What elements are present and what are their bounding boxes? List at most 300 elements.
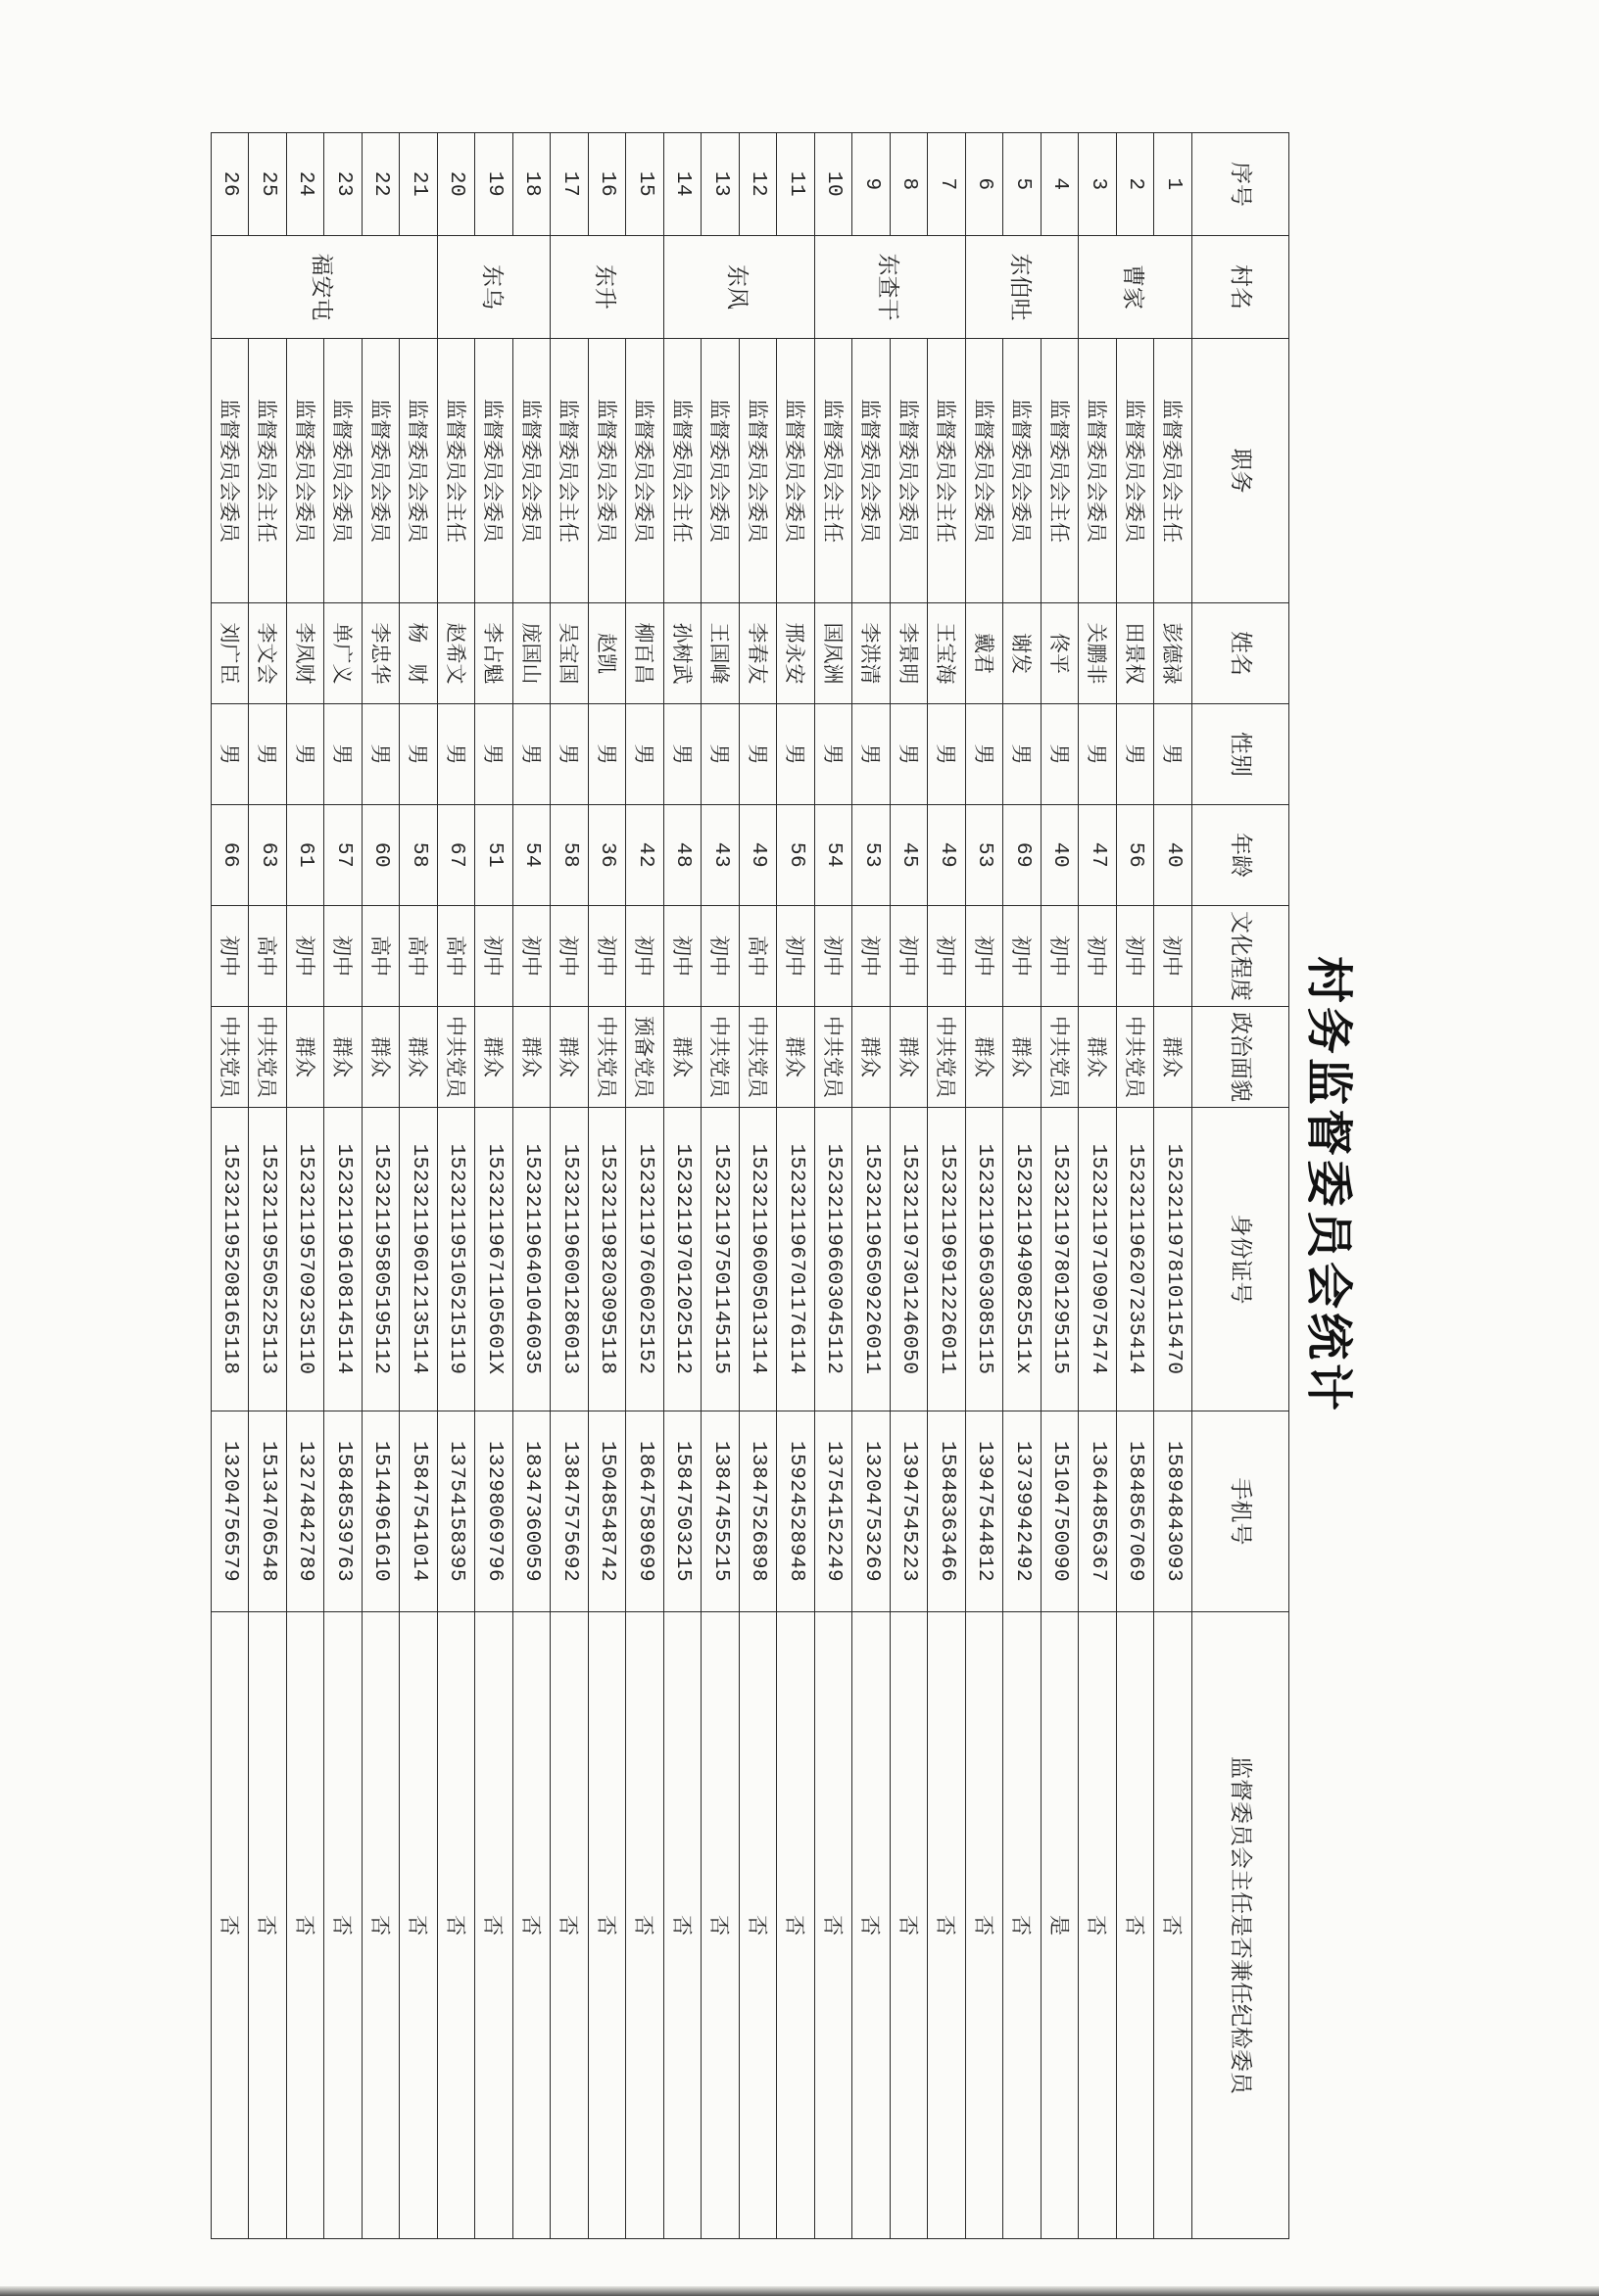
cell-index: 10 [815, 133, 853, 236]
cell-age: 36 [589, 805, 627, 906]
cell-phone: 15134706548 [249, 1411, 287, 1612]
cell-position: 监督委员会主任 [1154, 339, 1192, 603]
cell-index: 12 [740, 133, 778, 236]
table-row [966, 133, 1004, 2239]
col-header-phone: 手机号 [1192, 1411, 1289, 1612]
cell-index: 26 [212, 133, 250, 236]
cell-political-status: 中共党员 [438, 1007, 476, 1108]
cell-id-number: 152321196108145114 [324, 1108, 363, 1411]
col-header-village: 村名 [1192, 236, 1289, 339]
cell-gender: 男 [438, 704, 476, 805]
cell-political-status: 中共党员 [249, 1007, 287, 1108]
cell-phone: 18647589699 [626, 1411, 664, 1612]
cell-name: 国凤洲 [815, 603, 853, 704]
cell-political-status: 群众 [777, 1007, 815, 1108]
cell-concurrent-discipline: 否 [664, 1612, 703, 2239]
cell-age: 49 [928, 805, 966, 906]
cell-name: 李洪清 [852, 603, 891, 704]
cell-phone: 13847575692 [551, 1411, 589, 1612]
table-row [1042, 133, 1080, 2239]
cell-name: 柳百昌 [626, 603, 664, 704]
cell-gender: 男 [1042, 704, 1080, 805]
cell-gender: 男 [324, 704, 363, 805]
cell-education: 高中 [400, 906, 438, 1007]
cell-concurrent-discipline: 否 [1003, 1612, 1042, 2239]
cell-phone: 13847526898 [740, 1411, 778, 1612]
cell-concurrent-discipline: 否 [740, 1612, 778, 2239]
cell-political-status: 群众 [891, 1007, 929, 1108]
cell-name: 关鹏非 [1079, 603, 1117, 704]
cell-concurrent-discipline: 否 [966, 1612, 1004, 2239]
cell-id-number: 152321195805195112 [363, 1108, 401, 1411]
cell-village: 东升 [551, 236, 664, 339]
cell-education: 初中 [212, 906, 250, 1007]
cell-gender: 男 [1154, 704, 1192, 805]
cell-index: 6 [966, 133, 1004, 236]
cell-position: 监督委员会委员 [1079, 339, 1117, 603]
cell-concurrent-discipline: 否 [287, 1612, 325, 2239]
cell-phone: 13754158395 [438, 1411, 476, 1612]
cell-gender: 男 [551, 704, 589, 805]
cell-index: 13 [702, 133, 740, 236]
cell-political-status: 群众 [363, 1007, 401, 1108]
cell-name: 戴君 [966, 603, 1004, 704]
cell-name: 单广义 [324, 603, 363, 704]
cell-political-status: 中共党员 [928, 1007, 966, 1108]
cell-phone: 13739942492 [1003, 1411, 1042, 1612]
cell-political-status: 群众 [966, 1007, 1004, 1108]
cell-phone: 15144961610 [363, 1411, 401, 1612]
cell-age: 47 [1079, 805, 1117, 906]
table-row [815, 133, 853, 2239]
cell-index: 3 [1079, 133, 1117, 236]
cell-political-status: 中共党员 [589, 1007, 627, 1108]
cell-education: 高中 [438, 906, 476, 1007]
cell-name: 佟平 [1042, 603, 1080, 704]
table-row [513, 133, 552, 2239]
cell-position: 监督委员会主任 [438, 339, 476, 603]
cell-position: 监督委员会委员 [287, 339, 325, 603]
col-header-concurrent-discipline: 监督委员会主任是否兼任纪检委员 [1192, 1612, 1289, 2239]
cell-concurrent-discipline: 否 [589, 1612, 627, 2239]
cell-phone: 18347360059 [513, 1411, 552, 1612]
cell-phone: 15847541014 [400, 1411, 438, 1612]
cell-name: 李占魁 [475, 603, 513, 704]
cell-education: 初中 [1079, 906, 1117, 1007]
cell-phone: 13644856367 [1079, 1411, 1117, 1612]
cell-id-number: 152321196701176114 [777, 1108, 815, 1411]
cell-age: 49 [740, 805, 778, 906]
table-row [438, 133, 476, 2239]
cell-age: 69 [1003, 805, 1042, 906]
cell-concurrent-discipline: 否 [363, 1612, 401, 2239]
cell-name: 彭德禄 [1154, 603, 1192, 704]
cell-index: 20 [438, 133, 476, 236]
cell-index: 21 [400, 133, 438, 236]
cell-id-number: 152321197109075474 [1079, 1108, 1117, 1411]
table-row [852, 133, 891, 2239]
document-title: 村务监督委员会统计 [1301, 955, 1356, 1414]
cell-index: 22 [363, 133, 401, 236]
col-header-name: 姓名 [1192, 603, 1289, 704]
cell-education: 初中 [551, 906, 589, 1007]
cell-age: 56 [1117, 805, 1155, 906]
cell-id-number: 152321196912226011 [928, 1108, 966, 1411]
cell-name: 田景权 [1117, 603, 1155, 704]
cell-education: 初中 [513, 906, 552, 1007]
table-row [626, 133, 664, 2239]
cell-name: 孙树武 [664, 603, 703, 704]
cell-index: 7 [928, 133, 966, 236]
cell-position: 监督委员会委员 [626, 339, 664, 603]
table-row [1003, 133, 1042, 2239]
cell-political-status: 中共党员 [702, 1007, 740, 1108]
table-row [551, 133, 589, 2239]
cell-concurrent-discipline: 否 [249, 1612, 287, 2239]
cell-position: 监督委员会委员 [852, 339, 891, 603]
cell-age: 57 [324, 805, 363, 906]
cell-index: 14 [664, 133, 703, 236]
cell-index: 8 [891, 133, 929, 236]
cell-position: 监督委员会委员 [777, 339, 815, 603]
cell-concurrent-discipline: 是 [1042, 1612, 1080, 2239]
cell-id-number: 152321195208165118 [212, 1108, 250, 1411]
cell-education: 初中 [626, 906, 664, 1007]
table-row [324, 133, 363, 2239]
col-header-political-status: 政治面貌 [1192, 1007, 1289, 1108]
cell-gender: 男 [928, 704, 966, 805]
cell-political-status: 中共党员 [740, 1007, 778, 1108]
cell-id-number: 152321195105215119 [438, 1108, 476, 1411]
cell-index: 24 [287, 133, 325, 236]
table-row [777, 133, 815, 2239]
cell-concurrent-discipline: 否 [475, 1612, 513, 2239]
committee-table [211, 132, 1289, 2239]
cell-political-status: 群众 [400, 1007, 438, 1108]
cell-village: 东风 [664, 236, 815, 339]
cell-education: 高中 [249, 906, 287, 1007]
cell-concurrent-discipline: 否 [928, 1612, 966, 2239]
cell-age: 58 [551, 805, 589, 906]
cell-concurrent-discipline: 否 [777, 1612, 815, 2239]
cell-age: 53 [966, 805, 1004, 906]
cell-gender: 男 [1003, 704, 1042, 805]
cell-political-status: 群众 [324, 1007, 363, 1108]
table-row [589, 133, 627, 2239]
cell-id-number: 152321197012025112 [664, 1108, 703, 1411]
cell-position: 监督委员会委员 [891, 339, 929, 603]
cell-position: 监督委员会主任 [1042, 339, 1080, 603]
cell-phone: 13298069796 [475, 1411, 513, 1612]
cell-name: 庞国山 [513, 603, 552, 704]
cell-position: 监督委员会委员 [702, 339, 740, 603]
cell-id-number: 152321196005013114 [740, 1108, 778, 1411]
cell-position: 监督委员会委员 [513, 339, 552, 603]
cell-name: 吴宝国 [551, 603, 589, 704]
table-row [740, 133, 778, 2239]
cell-position: 监督委员会委员 [324, 339, 363, 603]
cell-political-status: 群众 [664, 1007, 703, 1108]
cell-gender: 男 [815, 704, 853, 805]
cell-education: 初中 [287, 906, 325, 1007]
cell-education: 初中 [1117, 906, 1155, 1007]
cell-id-number: 152321197301246050 [891, 1108, 929, 1411]
cell-position: 监督委员会委员 [1003, 339, 1042, 603]
cell-position: 监督委员会主任 [249, 339, 287, 603]
table-row [400, 133, 438, 2239]
cell-village: 东伯吐 [966, 236, 1080, 339]
cell-political-status: 中共党员 [1042, 1007, 1080, 1108]
cell-gender: 男 [777, 704, 815, 805]
cell-phone: 15924528948 [777, 1411, 815, 1612]
cell-name: 王国峰 [702, 603, 740, 704]
table-row [928, 133, 966, 2239]
cell-position: 监督委员会主任 [815, 339, 853, 603]
table-row [1117, 133, 1155, 2239]
rotated-document [0, 132, 1372, 2238]
cell-village: 曹家 [1079, 236, 1192, 339]
cell-age: 43 [702, 805, 740, 906]
cell-education: 初中 [777, 906, 815, 1007]
cell-index: 11 [777, 133, 815, 236]
cell-gender: 男 [891, 704, 929, 805]
cell-education: 初中 [928, 906, 966, 1007]
cell-age: 48 [664, 805, 703, 906]
cell-concurrent-discipline: 否 [212, 1612, 250, 2239]
cell-index: 15 [626, 133, 664, 236]
cell-concurrent-discipline: 否 [626, 1612, 664, 2239]
cell-education: 初中 [702, 906, 740, 1007]
cell-index: 1 [1154, 133, 1192, 236]
cell-concurrent-discipline: 否 [1079, 1612, 1117, 2239]
cell-political-status: 预备党员 [626, 1007, 664, 1108]
cell-education: 初中 [589, 906, 627, 1007]
cell-concurrent-discipline: 否 [702, 1612, 740, 2239]
col-header-education: 文化程度 [1192, 906, 1289, 1007]
cell-position: 监督委员会委员 [400, 339, 438, 603]
cell-name: 李文会 [249, 603, 287, 704]
cell-political-status: 群众 [475, 1007, 513, 1108]
cell-concurrent-discipline: 否 [1154, 1612, 1192, 2239]
cell-age: 56 [777, 805, 815, 906]
col-header-age: 年龄 [1192, 805, 1289, 906]
cell-id-number: 152321197606025152 [626, 1108, 664, 1411]
cell-age: 40 [1042, 805, 1080, 906]
cell-phone: 13947544812 [966, 1411, 1004, 1612]
table-row [891, 133, 929, 2239]
cell-political-status: 群众 [852, 1007, 891, 1108]
cell-index: 19 [475, 133, 513, 236]
cell-name: 赵凯 [589, 603, 627, 704]
cell-political-status: 中共党员 [212, 1007, 250, 1108]
cell-political-status: 群众 [1003, 1007, 1042, 1108]
cell-phone: 15048548742 [589, 1411, 627, 1612]
cell-education: 初中 [852, 906, 891, 1007]
cell-id-number: 152321196207235414 [1117, 1108, 1155, 1411]
cell-gender: 男 [249, 704, 287, 805]
cell-education: 初中 [1003, 906, 1042, 1007]
table-row [1154, 133, 1192, 2239]
cell-position: 监督委员会委员 [212, 339, 250, 603]
cell-political-status: 群众 [1154, 1007, 1192, 1108]
cell-name: 杨 财 [400, 603, 438, 704]
table-row [702, 133, 740, 2239]
cell-position: 监督委员会委员 [966, 339, 1004, 603]
cell-age: 54 [815, 805, 853, 906]
cell-political-status: 中共党员 [1117, 1007, 1155, 1108]
cell-index: 2 [1117, 133, 1155, 236]
cell-position: 监督委员会委员 [589, 339, 627, 603]
cell-gender: 男 [589, 704, 627, 805]
cell-index: 16 [589, 133, 627, 236]
table-row [475, 133, 513, 2239]
cell-age: 61 [287, 805, 325, 906]
cell-id-number: 15232119671105601X [475, 1108, 513, 1411]
cell-education: 初中 [891, 906, 929, 1007]
cell-concurrent-discipline: 否 [400, 1612, 438, 2239]
col-header-gender: 性别 [1192, 704, 1289, 805]
cell-village: 福安屯 [212, 236, 438, 339]
cell-age: 40 [1154, 805, 1192, 906]
cell-index: 17 [551, 133, 589, 236]
cell-education: 高中 [740, 906, 778, 1007]
cell-name: 邢永安 [777, 603, 815, 704]
cell-phone: 15848539763 [324, 1411, 363, 1612]
cell-age: 53 [852, 805, 891, 906]
cell-name: 李忠华 [363, 603, 401, 704]
cell-position: 监督委员会委员 [740, 339, 778, 603]
cell-id-number: 152321196503085115 [966, 1108, 1004, 1411]
cell-education: 初中 [966, 906, 1004, 1007]
cell-phone: 13204756579 [212, 1411, 250, 1612]
cell-id-number: 152321196603045112 [815, 1108, 853, 1411]
cell-education: 初中 [1042, 906, 1080, 1007]
cell-political-status: 群众 [1079, 1007, 1117, 1108]
cell-concurrent-discipline: 否 [1117, 1612, 1155, 2239]
cell-position: 监督委员会主任 [664, 339, 703, 603]
cell-age: 54 [513, 805, 552, 906]
cell-name: 赵希文 [438, 603, 476, 704]
cell-phone: 15104750090 [1042, 1411, 1080, 1612]
cell-age: 63 [249, 805, 287, 906]
cell-id-number: 152321197810115470 [1154, 1108, 1192, 1411]
cell-gender: 男 [363, 704, 401, 805]
cell-phone: 15894843093 [1154, 1411, 1192, 1612]
cell-phone: 15848567069 [1117, 1411, 1155, 1612]
cell-age: 42 [626, 805, 664, 906]
cell-age: 45 [891, 805, 929, 906]
cell-id-number: 152321198203095118 [589, 1108, 627, 1411]
cell-index: 9 [852, 133, 891, 236]
header-row [1192, 133, 1289, 2239]
cell-index: 4 [1042, 133, 1080, 236]
cell-gender: 男 [1079, 704, 1117, 805]
cell-phone: 13947545223 [891, 1411, 929, 1612]
cell-position: 监督委员会主任 [551, 339, 589, 603]
cell-education: 初中 [475, 906, 513, 1007]
cell-position: 监督委员会委员 [363, 339, 401, 603]
cell-id-number: 152321197801295115 [1042, 1108, 1080, 1411]
cell-education: 初中 [324, 906, 363, 1007]
col-header-position: 职务 [1192, 339, 1289, 603]
cell-gender: 男 [475, 704, 513, 805]
cell-phone: 13754152249 [815, 1411, 853, 1612]
cell-concurrent-discipline: 否 [852, 1612, 891, 2239]
cell-concurrent-discipline: 否 [324, 1612, 363, 2239]
cell-id-number: 152321196001286013 [551, 1108, 589, 1411]
cell-name: 李春友 [740, 603, 778, 704]
cell-gender: 男 [740, 704, 778, 805]
cell-index: 18 [513, 133, 552, 236]
cell-gender: 男 [626, 704, 664, 805]
cell-age: 67 [438, 805, 476, 906]
cell-index: 5 [1003, 133, 1042, 236]
table-row [212, 133, 250, 2239]
scan-edge-shadow [0, 2286, 1599, 2296]
cell-political-status: 中共党员 [815, 1007, 853, 1108]
cell-concurrent-discipline: 否 [551, 1612, 589, 2239]
cell-id-number: 152321196509226011 [852, 1108, 891, 1411]
table-row [287, 133, 325, 2239]
cell-gender: 男 [852, 704, 891, 805]
cell-position: 监督委员会委员 [1117, 339, 1155, 603]
cell-age: 66 [212, 805, 250, 906]
cell-political-status: 群众 [551, 1007, 589, 1108]
cell-name: 刘广臣 [212, 603, 250, 704]
cell-gender: 男 [513, 704, 552, 805]
cell-gender: 男 [212, 704, 250, 805]
cell-village: 东乌 [438, 236, 552, 339]
cell-phone: 13204753269 [852, 1411, 891, 1612]
cell-concurrent-discipline: 否 [438, 1612, 476, 2239]
cell-id-number: 152321196012135114 [400, 1108, 438, 1411]
col-header-id-number: 身份证号 [1192, 1108, 1289, 1411]
cell-gender: 男 [400, 704, 438, 805]
table-row [249, 133, 287, 2239]
cell-id-number: 152321195709235110 [287, 1108, 325, 1411]
cell-political-status: 群众 [513, 1007, 552, 1108]
cell-phone: 13847455215 [702, 1411, 740, 1612]
cell-id-number: 152321195505225113 [249, 1108, 287, 1411]
cell-gender: 男 [966, 704, 1004, 805]
cell-name: 谢发 [1003, 603, 1042, 704]
cell-concurrent-discipline: 否 [513, 1612, 552, 2239]
table-row [363, 133, 401, 2239]
cell-gender: 男 [287, 704, 325, 805]
table-row [664, 133, 703, 2239]
cell-gender: 男 [664, 704, 703, 805]
cell-position: 监督委员会主任 [928, 339, 966, 603]
cell-political-status: 群众 [287, 1007, 325, 1108]
cell-education: 初中 [815, 906, 853, 1007]
cell-name: 李景明 [891, 603, 929, 704]
cell-phone: 13274842789 [287, 1411, 325, 1612]
cell-education: 高中 [363, 906, 401, 1007]
cell-village: 东查干 [815, 236, 966, 339]
cell-gender: 男 [1117, 704, 1155, 805]
cell-name: 王宝海 [928, 603, 966, 704]
cell-id-number: 152321196401046035 [513, 1108, 552, 1411]
cell-id-number: 15232119490825511x [1003, 1108, 1042, 1411]
cell-education: 初中 [1154, 906, 1192, 1007]
cell-phone: 15848363466 [928, 1411, 966, 1612]
cell-age: 51 [475, 805, 513, 906]
cell-gender: 男 [702, 704, 740, 805]
cell-age: 58 [400, 805, 438, 906]
table-row [1079, 133, 1117, 2239]
cell-id-number: 152321197501145115 [702, 1108, 740, 1411]
cell-concurrent-discipline: 否 [891, 1612, 929, 2239]
